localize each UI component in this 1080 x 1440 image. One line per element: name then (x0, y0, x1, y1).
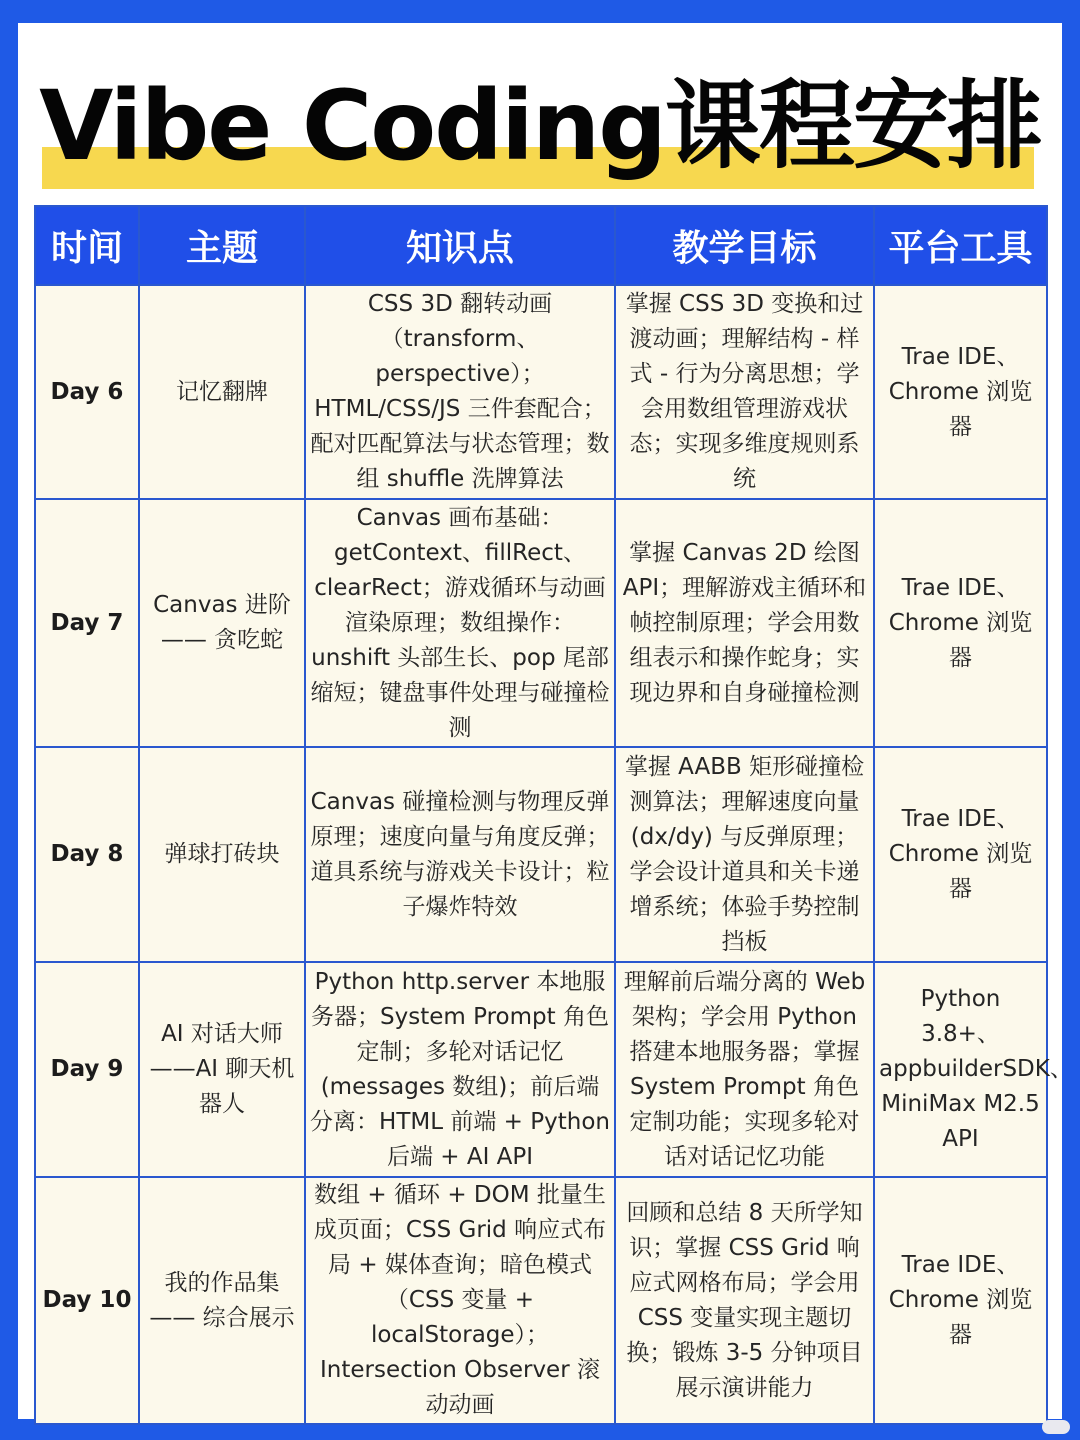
cell-day: Day 9 (35, 962, 139, 1177)
cell-day: Day 8 (35, 747, 139, 962)
cell-goal: 理解前后端分离的 Web 架构；学会用 Python 搭建本地服务器；掌握 System Prompt 角色定制功能；实现多轮对话对话记忆功能 (615, 962, 874, 1177)
cell-tools: Trae IDE、Chrome 浏览器 (874, 1177, 1047, 1424)
cell-topic: 弹球打砖块 (139, 747, 305, 962)
cell-tools: Trae IDE、Chrome 浏览器 (874, 499, 1047, 747)
table-header (35, 206, 1047, 285)
course-schedule-table (34, 205, 1073, 1425)
table-row (35, 962, 1047, 1177)
cell-knowledge: Python http.server 本地服务器；System Prompt 角色定制；多轮对话记忆(messages 数组)；前后端分离：HTML 前端 + Python 后端 + AI API (305, 962, 615, 1177)
cell-day: Day 6 (35, 285, 139, 499)
cell-knowledge: Canvas 画布基础：getContext、fillRect、clearRect；游戏循环与动画渲染原理；数组操作：unshift 头部生长、pop 尾部缩短；键盘事件处理与碰撞检测 (305, 499, 615, 747)
cell-topic: 记忆翻牌 (139, 285, 305, 499)
cell-topic: Canvas 进阶 —— 贪吃蛇 (139, 499, 305, 747)
header-tools: 平台工具 (874, 206, 1047, 285)
table-body (35, 285, 1073, 1424)
table-row (35, 285, 1047, 499)
header-time: 时间 (35, 206, 139, 285)
cell-knowledge: Canvas 碰撞检测与物理反弹原理；速度向量与角度反弹；道具系统与游戏关卡设计；粒子爆炸特效 (305, 747, 615, 962)
cell-day: Day 10 (35, 1177, 139, 1424)
cell-tools: Trae IDE、Chrome 浏览器 (874, 285, 1047, 499)
cell-goal: 掌握 Canvas 2D 绘图 API；理解游戏主循环和帧控制原理；学会用数组表示和操作蛇身；实现边界和自身碰撞检测 (615, 499, 874, 747)
cell-goal: 掌握 CSS 3D 变换和过渡动画；理解结构 - 样式 - 行为分离思想；学会用数组管理游戏状态；实现多维度规则系统 (615, 285, 874, 499)
cell-goal: 回顾和总结 8 天所学知识；掌握 CSS Grid 响应式网格布局；学会用 CSS 变量实现主题切换；锻炼 3-5 分钟项目展示演讲能力 (615, 1177, 874, 1424)
page-title: Vibe Coding课程安排 (39, 70, 1041, 182)
cell-day: Day 7 (35, 499, 139, 747)
table-row (35, 747, 1047, 962)
header-topic: 主题 (139, 206, 305, 285)
table-row (35, 1177, 1047, 1424)
cell-topic: AI 对话大师 ——AI 聊天机器人 (139, 962, 305, 1177)
cell-tools: Python 3.8+、appbuilderSDK、MiniMax M2.5 API (874, 962, 1047, 1177)
header-row (35, 206, 1047, 285)
header-knowledge: 知识点 (305, 206, 615, 285)
header-goal: 教学目标 (615, 206, 874, 285)
cell-goal: 掌握 AABB 矩形碰撞检测算法；理解速度向量(dx/dy) 与反弹原理；学会设计道具和关卡递增系统；体验手势控制挡板 (615, 747, 874, 962)
cell-knowledge: CSS 3D 翻转动画（transform、perspective）；HTML/CSS/JS 三件套配合；配对匹配算法与状态管理；数组 shuffle 洗牌算法 (305, 285, 615, 499)
table-row (35, 499, 1047, 747)
cell-tools: Trae IDE、Chrome 浏览器 (874, 747, 1047, 962)
title-area (18, 61, 1062, 201)
cell-knowledge: 数组 + 循环 + DOM 批量生成页面；CSS Grid 响应式布局 + 媒体查询；暗色模式（CSS 变量 + localStorage）；Intersection Observer 滚动动画 (305, 1177, 615, 1424)
cell-topic: 我的作品集 —— 综合展示 (139, 1177, 305, 1424)
page-card (18, 23, 1073, 1419)
watermark-badge (1042, 1420, 1070, 1434)
